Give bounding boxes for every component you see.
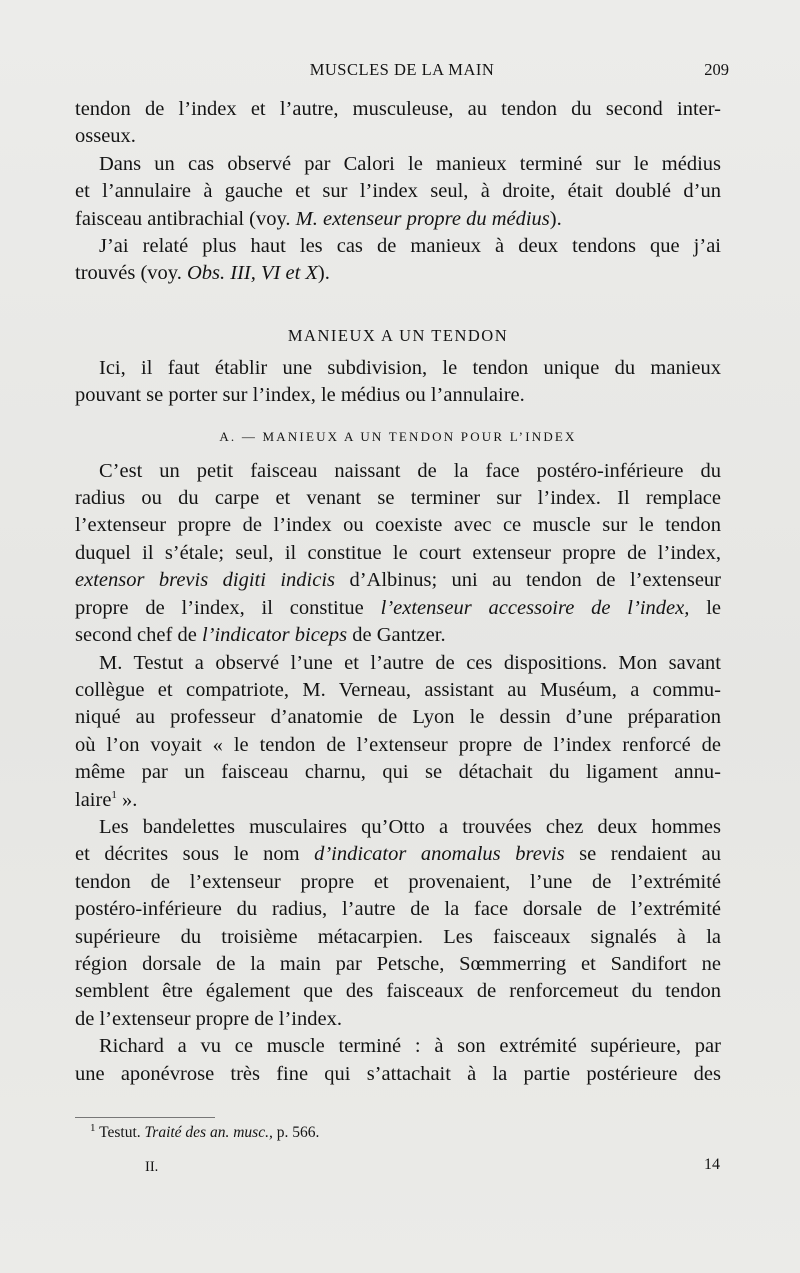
text-line: région dorsale de la main par Petsche, Sœmmerring et Sandifort ne xyxy=(75,952,721,975)
text-line: semblent être également que des faisceaux de renforcemeut du tendon xyxy=(75,980,721,1003)
sheet-number: 14 xyxy=(704,1156,720,1173)
text-line: trouvés (voy. Obs. III, VI et X). xyxy=(75,262,330,285)
text-line: tendon de l’extenseur propre et provenaient, l’une de l’extrémité xyxy=(75,870,721,893)
text-line: même par un faisceau charnu, qui se détachait du ligament annu- xyxy=(75,761,721,784)
running-title: MUSCLES DE LA MAIN xyxy=(309,60,495,79)
text-line: et l’annulaire à gauche et sur l’index seul, à droite, était doublé d’un xyxy=(75,180,721,203)
text-line: propre de l’index, il constitue l’extenseur accessoire de l’index, le xyxy=(75,596,721,619)
text-line: faisceau antibrachial (voy. M. extenseur propre du médius). xyxy=(75,207,562,230)
text-line: Dans un cas observé par Calori le manieux terminé sur le médius xyxy=(99,152,721,175)
text-line: M. Testut a observé l’une et l’autre de ces dispositions. Mon savant xyxy=(99,651,721,674)
page-header xyxy=(75,60,729,88)
text-line: et décrites sous le nom d’indicator anomalus brevis se rendaient au xyxy=(75,843,721,866)
text-line: collègue et compatriote, M. Verneau, assistant au Muséum, a commu- xyxy=(75,678,721,701)
body-text xyxy=(75,96,721,1088)
text-line: où l’on voyait « le tendon de l’extenseur propre de l’index renforcé de xyxy=(75,733,721,756)
text-line: J’ai relaté plus haut les cas de manieux à deux tendons que j’ai xyxy=(99,235,721,258)
signature-mark: II. xyxy=(145,1159,159,1175)
text-line: duquel il s’étale; seul, il constitue le court extenseur propre de l’index, xyxy=(75,541,721,564)
text-line: pouvant se porter sur l’index, le médius ou l’annulaire. xyxy=(75,384,525,407)
text-line: postéro-inférieure du radius, l’autre de la face dorsale de l’extrémité xyxy=(75,898,721,921)
text-line: Ici, il faut établir une subdivision, le tendon unique du manieux xyxy=(99,356,721,379)
text-line: une aponévrose très fine qui s’attachait à la partie postérieure des xyxy=(75,1062,721,1085)
footnote: $^1$ Testut. Traité des an. musc., p. 566. xyxy=(90,1121,320,1141)
text-line: tendon de l’index et l’autre, musculeuse, au tendon du second inter- xyxy=(75,98,721,120)
text-line: C’est un petit faisceau naissant de la face postéro-inférieure du xyxy=(99,459,721,482)
text-line: second chef de l’indicator biceps de Gantzer. xyxy=(75,624,446,647)
text-line: supérieure du troisième métacarpien. Les faisceaux signalés à la xyxy=(75,925,721,948)
text-line: niqué au professeur d’anatomie de Lyon le dessin d’une préparation xyxy=(75,706,721,729)
text-line: Richard a vu ce muscle terminé : à son extrémité supérieure, par xyxy=(99,1035,721,1058)
footnote-divider xyxy=(75,1117,215,1118)
text-line: laire$^1$ ». xyxy=(75,788,138,811)
footnote-marker: 1 xyxy=(111,788,117,801)
subsection-heading: A. — MANIEUX A UN TENDON POUR L’INDEX xyxy=(219,428,577,444)
section-heading: MANIEUX A UN TENDON xyxy=(287,325,509,345)
text-line: l’extenseur propre de l’index ou coexiste avec ce muscle sur le tendon xyxy=(75,514,721,537)
text-line: osseux. xyxy=(75,125,136,148)
text-line: extensor brevis digiti indicis d’Albinus; uni au tendon de l’extenseur xyxy=(75,569,722,592)
text-line: Les bandelettes musculaires qu’Otto a trouvées chez deux hommes xyxy=(99,815,721,838)
page-number: 209 xyxy=(704,60,729,79)
text-line: radius ou du carpe et venant se terminer sur l’index. Il remplace xyxy=(75,487,721,510)
text-line: de l’extenseur propre de l’index. xyxy=(75,1007,342,1030)
